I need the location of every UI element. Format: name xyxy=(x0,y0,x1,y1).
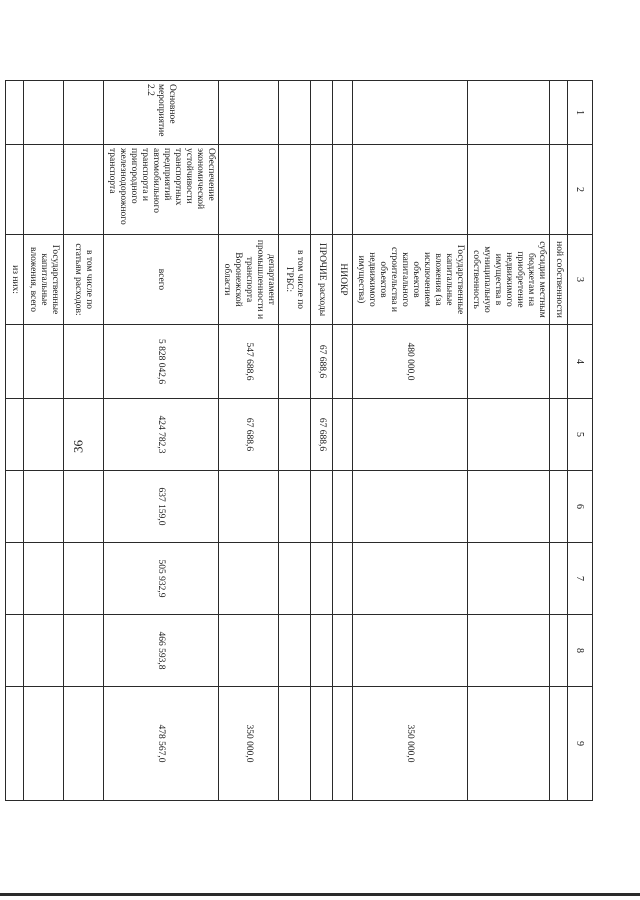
table-cell: НИОКР xyxy=(333,235,353,325)
table-cell: 480 000,0 xyxy=(353,325,468,399)
table-cell: 5 828 042,6 xyxy=(104,325,219,399)
header-cell: 8 xyxy=(568,615,593,687)
table-cell xyxy=(64,615,104,687)
table-cell: 478 567,0 xyxy=(104,687,219,801)
table-cell xyxy=(6,615,24,687)
table-cell xyxy=(219,81,279,145)
header-cell: 7 xyxy=(568,543,593,615)
table-cell xyxy=(64,399,104,471)
table-cell: 637 159,0 xyxy=(104,471,219,543)
table-cell xyxy=(468,471,550,543)
table-cell: 67 688,6 xyxy=(311,399,333,471)
table-cell xyxy=(468,687,550,801)
table-cell xyxy=(279,145,311,235)
table-cell xyxy=(24,145,64,235)
table-cell xyxy=(279,325,311,399)
table-cell: 67 688,6 xyxy=(219,399,279,471)
table-cell xyxy=(24,325,64,399)
header-cell: 2 xyxy=(568,145,593,235)
table-cell xyxy=(468,145,550,235)
table-cell xyxy=(219,471,279,543)
header-row xyxy=(568,81,593,801)
table-cell xyxy=(550,615,568,687)
table-row xyxy=(468,81,550,801)
table-cell xyxy=(6,145,24,235)
table-cell xyxy=(311,615,333,687)
table-cell: 424 782,3 xyxy=(104,399,219,471)
table-cell: ной собственности xyxy=(550,235,568,325)
table-cell xyxy=(64,543,104,615)
table-cell xyxy=(6,399,24,471)
header-cell: 1 xyxy=(568,81,593,145)
table-cell xyxy=(333,145,353,235)
table-cell: всего xyxy=(104,235,219,325)
table-cell: в том числе по ГРБС: xyxy=(279,235,311,325)
header-cell: 4 xyxy=(568,325,593,399)
table-cell xyxy=(24,615,64,687)
header-cell: 5 xyxy=(568,399,593,471)
table-row xyxy=(6,81,24,801)
page-number: 36 xyxy=(70,440,86,453)
table-cell xyxy=(6,81,24,145)
table-cell: ПРОЧИЕ расходы xyxy=(311,235,333,325)
table-cell xyxy=(333,687,353,801)
table-cell xyxy=(550,543,568,615)
table-cell xyxy=(24,687,64,801)
table-cell: 350 000,0 xyxy=(353,687,468,801)
table-cell: департамент промышленности и транспорта Воронежской области xyxy=(219,235,279,325)
table-cell: 350 000,0 xyxy=(219,687,279,801)
table-row xyxy=(311,81,333,801)
table-cell xyxy=(64,145,104,235)
table-cell: Государственные капитальные вложения, всего xyxy=(24,235,64,325)
table-cell xyxy=(311,543,333,615)
table-cell xyxy=(353,615,468,687)
table-cell xyxy=(353,471,468,543)
rotated-page xyxy=(10,80,593,800)
table-cell xyxy=(353,81,468,145)
table-cell xyxy=(333,615,353,687)
table-cell xyxy=(279,687,311,801)
table-cell xyxy=(6,325,24,399)
table-cell: субсидии местным бюджетам на приобретение недвижимого имущества в муниципальную собственность xyxy=(468,235,550,325)
table-cell xyxy=(468,325,550,399)
table-cell xyxy=(24,471,64,543)
table-row xyxy=(353,81,468,801)
table-cell xyxy=(468,81,550,145)
table-cell xyxy=(550,325,568,399)
table-cell xyxy=(24,81,64,145)
table-cell xyxy=(353,543,468,615)
table-cell xyxy=(6,687,24,801)
table-cell xyxy=(279,81,311,145)
table-cell xyxy=(24,543,64,615)
table-cell: 505 932,9 xyxy=(104,543,219,615)
table-cell xyxy=(333,543,353,615)
table-cell xyxy=(64,471,104,543)
table-cell xyxy=(550,687,568,801)
table-row xyxy=(64,81,104,801)
table-cell xyxy=(353,145,468,235)
table-cell: Основное мероприятие 2.2 xyxy=(104,81,219,145)
table-cell xyxy=(550,399,568,471)
table-row xyxy=(550,81,568,801)
table-cell xyxy=(311,471,333,543)
table-cell: в том числе по статьям расходов: xyxy=(64,235,104,325)
table-cell: Государственные капитальные вложения (за исключением объектов капитального строительства и объектов недвижимого имущества) xyxy=(353,235,468,325)
table-cell xyxy=(468,399,550,471)
table-row xyxy=(279,81,311,801)
table-cell: 67 688,6 xyxy=(311,325,333,399)
table-cell xyxy=(333,325,353,399)
scan-edge-line xyxy=(0,893,640,896)
table-cell xyxy=(550,145,568,235)
table-cell xyxy=(311,687,333,801)
table-cell xyxy=(279,471,311,543)
table-cell: 547 688,6 xyxy=(219,325,279,399)
table-cell xyxy=(550,81,568,145)
table-cell xyxy=(64,325,104,399)
table-cell xyxy=(279,615,311,687)
table-cell xyxy=(353,399,468,471)
table-cell xyxy=(6,543,24,615)
table-cell xyxy=(550,471,568,543)
budget-table xyxy=(5,80,593,801)
table-cell xyxy=(24,399,64,471)
header-cell: 9 xyxy=(568,687,593,801)
table-row xyxy=(24,81,64,801)
table-cell xyxy=(64,687,104,801)
table-cell: Обеспечение экономической устойчивости транспортных предприятий автомобильного транспорта и пригородного железнодорожного транспорта xyxy=(104,145,219,235)
table-cell xyxy=(333,471,353,543)
table-cell xyxy=(64,81,104,145)
table-row xyxy=(104,81,219,801)
table-cell xyxy=(6,471,24,543)
table-cell: 466 593,8 xyxy=(104,615,219,687)
table-cell xyxy=(333,81,353,145)
table-row xyxy=(219,81,279,801)
table-cell xyxy=(219,543,279,615)
table-cell xyxy=(311,145,333,235)
table-cell xyxy=(311,81,333,145)
table-cell: из них: xyxy=(6,235,24,325)
table-cell xyxy=(219,615,279,687)
table-cell xyxy=(219,145,279,235)
table-cell xyxy=(333,399,353,471)
table-cell xyxy=(279,399,311,471)
table-cell xyxy=(468,615,550,687)
header-cell: 6 xyxy=(568,471,593,543)
table-cell xyxy=(279,543,311,615)
table-row xyxy=(333,81,353,801)
header-cell: 3 xyxy=(568,235,593,325)
table-cell xyxy=(468,543,550,615)
